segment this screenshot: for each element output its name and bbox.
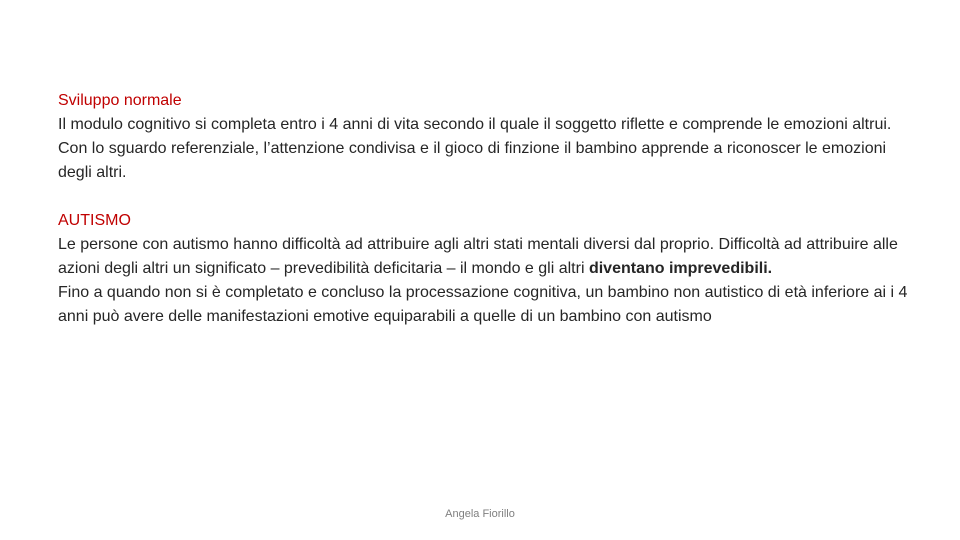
section-heading-autism: AUTISMO [58,212,131,229]
paragraph-referential-gaze: Con lo sguardo referenziale, l’attenzione condivisa e il gioco di finzione il bambino apprende a riconoscer le emozioni degli altri. [58,140,887,181]
section-normal-development [58,89,918,185]
paragraph-autism-difficulty [58,233,918,281]
paragraph-cognitive-module: Il modulo cognitivo si completa entro i 4 anni di vita secondo il quale il soggetto riflette e comprende le emozioni altrui. [58,116,892,133]
paragraph-cognitive-processing: Fino a quando non si è completato e concluso la processazione cognitiva, un bambino non autistico di età inferiore ai i 4 anni può avere delle manifestazioni emotive equiparabili a quelle di un bambino con autismo [58,284,908,325]
slide-content [58,89,918,329]
paragraph-autism-emphasis: diventano imprevedibili. [588,260,773,277]
section-heading-normal-development: Sviluppo normale [58,92,182,109]
footer-author: Angela Fiorillo [445,508,515,520]
section-autism [58,209,918,329]
paragraph-autism-difficulty-text: Le persone con autismo hanno difficoltà ad attribuire agli altri stati mentali diversi dal proprio. Difficoltà ad attribuire alle azioni degli altri un significato – prevedibilità deficitaria – il mondo e gli altri [58,236,898,277]
